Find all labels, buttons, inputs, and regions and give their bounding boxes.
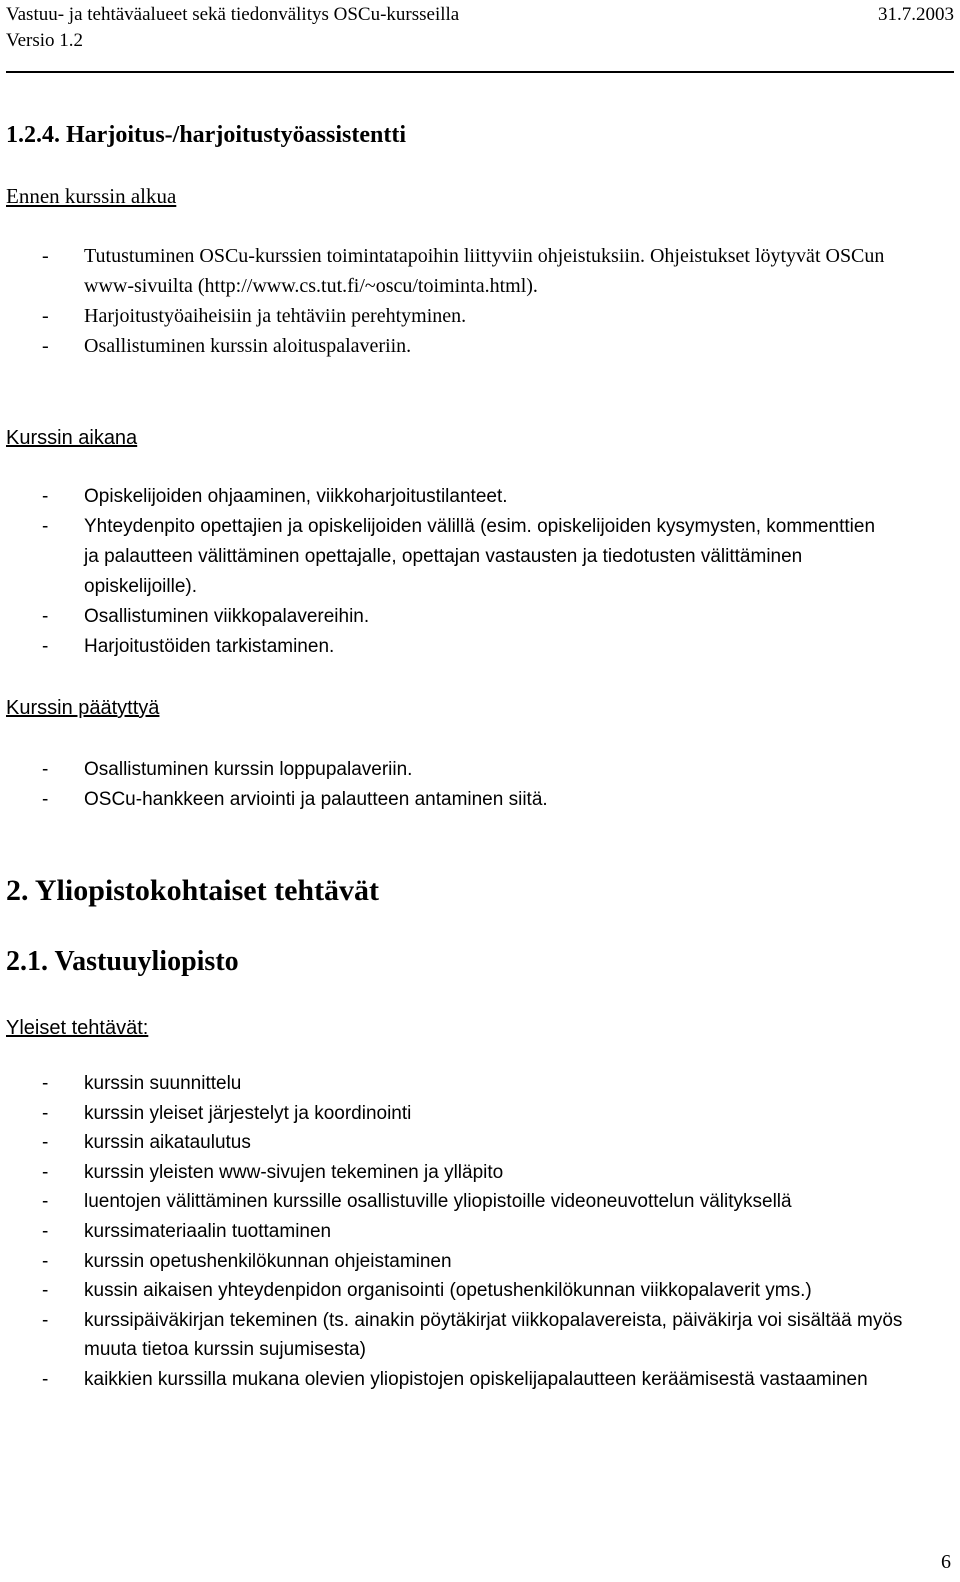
list-item-text: Osallistuminen kurssin aloituspalaveriin. [84,335,412,357]
list-dash: - [42,516,49,537]
list-item-text: Osallistuminen viikkopalavereihin. [84,606,370,627]
list-dash: - [42,1309,49,1331]
list-dash: - [42,789,49,810]
list-item-text: kurssin aikataulutus [84,1132,251,1154]
list-item [6,1099,951,1129]
list-dash: - [42,1073,49,1094]
list-item-text: Harjoitustöiden tarkistaminen. [84,636,335,657]
section-heading-2-1: 2.1. Vastuuyliopisto [6,946,239,977]
list-item [6,1247,951,1277]
list-dash: - [42,305,49,327]
list-item [6,1306,951,1365]
list-item [6,1158,951,1188]
list-item [6,1365,951,1395]
list-item-text: kaikkien kurssilla mukana olevien yliopistojen opiskelijapalautteen keräämisestä vastaaminen [84,1368,868,1390]
list-item [6,1276,951,1306]
list-item-text: kurssin yleiset järjestelyt ja koordinointi [84,1102,412,1124]
list-dash: - [42,759,49,780]
list-item-text: Opiskelijoiden ohjaaminen, viikkoharjoitustilanteet. [84,486,508,507]
page-number: 6 [941,1551,951,1573]
list-dash: - [42,335,49,357]
list-item-text: Yhteydenpito opettajien ja opiskelijoiden välillä (esim. opiskelijoiden kysymysten, kommenttien ja palautteen välittäminen opettajalle, opettajan vastausten ja tiedotusten välittäminen opiskelijoille). [84,516,876,597]
list-dash: - [42,1132,49,1154]
list-before-course [6,241,951,361]
list-dash: - [42,606,49,627]
list-item [6,301,951,331]
list-item [6,1128,951,1158]
list-item-text: kurssimateriaalin tuottaminen [84,1220,332,1242]
list-dash: - [42,1161,49,1183]
list-dash: - [42,1280,49,1302]
subheading-after-course: Kurssin päätyttyä [6,697,160,719]
header-divider [6,71,954,73]
list-item-text: luentojen välittäminen kurssille osallistuville yliopistoille videoneuvottelun välityksellä [84,1191,792,1213]
section-heading-2: 2. Yliopistokohtaiset tehtävät [6,874,380,907]
subheading-general-tasks: Yleiset tehtävät: [6,1017,149,1039]
list-item [6,1187,951,1217]
list-dash: - [42,1102,49,1124]
list-item-text: kurssin suunnittelu [84,1073,242,1094]
header-version: Versio 1.2 [6,30,84,51]
list-item [6,482,951,512]
list-during-course [6,482,951,662]
list-item-text: kurssin opetushenkilökunnan ohjeistaminen [84,1250,452,1272]
list-dash: - [42,1220,49,1242]
subheading-during-course: Kurssin aikana [6,427,138,449]
list-item [6,1069,951,1099]
list-after-course [6,755,951,815]
list-item [6,785,951,815]
list-item [6,331,951,361]
header-date: 31.7.2003 [878,4,954,25]
list-item-text: Osallistuminen kurssin loppupalaveriin. [84,759,413,780]
list-dash: - [42,1250,49,1272]
list-item [6,755,951,785]
list-dash: - [42,245,49,267]
list-dash: - [42,1191,49,1213]
list-item [6,241,951,301]
list-item [6,512,951,602]
subheading-before-course: Ennen kurssin alkua [6,184,177,208]
list-item [6,1217,951,1247]
list-item-text: Tutustuminen OSCu-kurssien toimintatapoihin liittyviin ohjeistuksiin. Ohjeistukset löytyvät OSCun www-sivuilta (http://www.cs.tut.fi/~oscu/toiminta.html). [84,245,885,297]
list-dash: - [42,636,49,657]
header-title: Vastuu- ja tehtäväalueet sekä tiedonvälitys OSCu-kursseilla [6,4,460,25]
list-item-text: kussin aikaisen yhteydenpidon organisointi (opetushenkilökunnan viikkopalaverit yms.) [84,1280,812,1302]
list-dash: - [42,1368,49,1390]
page-header [6,0,954,73]
list-dash: - [42,486,49,507]
list-item-text: kurssin yleisten www-sivujen tekeminen ja ylläpito [84,1161,504,1183]
list-item-text: kurssipäiväkirjan tekeminen (ts. ainakin pöytäkirjat viikkopalavereista, päiväkirja voi sisältää myös muuta tietoa kurssin sujumisesta) [84,1309,903,1361]
list-item-text: Harjoitustyöaiheisiin ja tehtäviin perehtyminen. [84,305,467,327]
list-item [6,602,951,632]
list-item [6,632,951,662]
section-heading-1-2-4: 1.2.4. Harjoitus-/harjoitustyöassistentti [6,122,406,148]
list-item-text: OSCu-hankkeen arviointi ja palautteen antaminen siitä. [84,789,548,810]
list-general-tasks [6,1069,951,1395]
